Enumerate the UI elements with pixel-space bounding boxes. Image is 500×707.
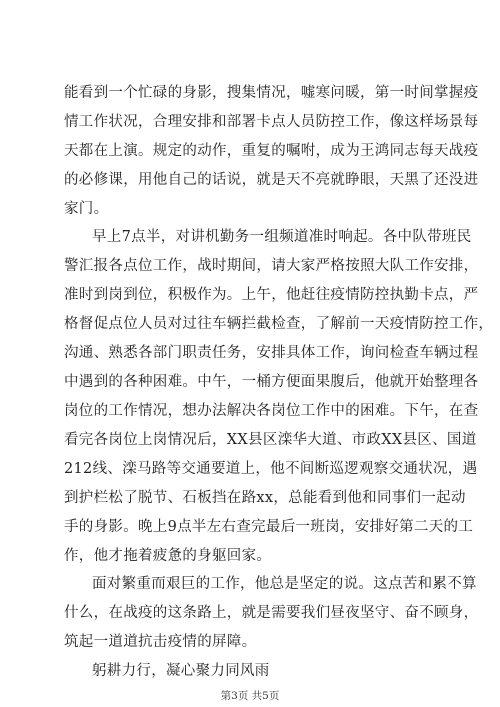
paragraph-line: 早上7点半，对讲机勤务一组频道准时响起。各中队带班民 — [92, 229, 472, 245]
paragraph-line: 天都在上演。规定的动作，重复的嘱咐，成为王鸿同志每天战疫 — [64, 143, 479, 159]
paragraph-line: 准时到岗到位，积极作为。上午，他赶往疫情防控执勤卡点，严 — [64, 287, 479, 303]
paragraph-line: 作，他才拖着疲惫的身躯回家。 — [64, 548, 272, 564]
paragraph-line: 什么，在战疫的这条路上，就是需要我们昼夜坚守、奋不顾身， — [64, 605, 479, 621]
paragraph-line: 到护栏松了脱节、石板挡在路xx，总能看到他和同事们一起动 — [64, 490, 466, 506]
paragraph-line: 警汇报各点位工作，战时期间，请大家严格按照大队工作安排， — [64, 258, 479, 274]
page-footer: 第3页 共5页 — [220, 690, 280, 702]
paragraph-line: 面对繁重而艰巨的工作，他总是坚定的说。这点苦和累不算 — [92, 576, 477, 592]
paragraph-line: 的必修课，用他自己的话说，就是天不亮就睁眼，天黑了还没进 — [64, 172, 479, 188]
paragraph-line: 格督促点位人员对过往车辆拦截检查，了解前一天疫情防控工作， — [64, 316, 494, 332]
paragraph-line: 家门。 — [64, 201, 109, 217]
paragraph-line: 筑起一道道抗击疫情的屏障。 — [64, 634, 257, 650]
paragraph-line: 手的身影。晚上9点半左右查完最后一班岗，安排好第二天的工 — [64, 519, 474, 535]
paragraph-line: 212线、滦马路等交通要道上，他不间断巡逻观察交通状况，遇 — [64, 461, 478, 477]
section-heading: 躬耕力行，凝心聚力同风雨 — [92, 663, 270, 679]
paragraph-line: 情工作状况，合理安排和部署卡点人员防控工作，像这样场景每 — [64, 114, 479, 130]
paragraph-line: 看完各岗位上岗情况后，XX县区滦华大道、市政XX县区、国道 — [64, 432, 477, 448]
paragraph-line: 沟通、熟悉各部门职责任务，安排具体工作，询问检查车辆过程 — [64, 345, 479, 361]
paragraph-line: 岗位的工作情况，想办法解决各岗位工作中的困难。下午，在查 — [64, 403, 479, 419]
paragraph-line: 能看到一个忙碌的身影，搜集情况，嘘寒问暖，第一时间掌握疫 — [64, 85, 479, 101]
paragraph-line: 中遇到的各种困难。中午，一桶方便面果腹后，他就开始整理各 — [64, 374, 479, 390]
